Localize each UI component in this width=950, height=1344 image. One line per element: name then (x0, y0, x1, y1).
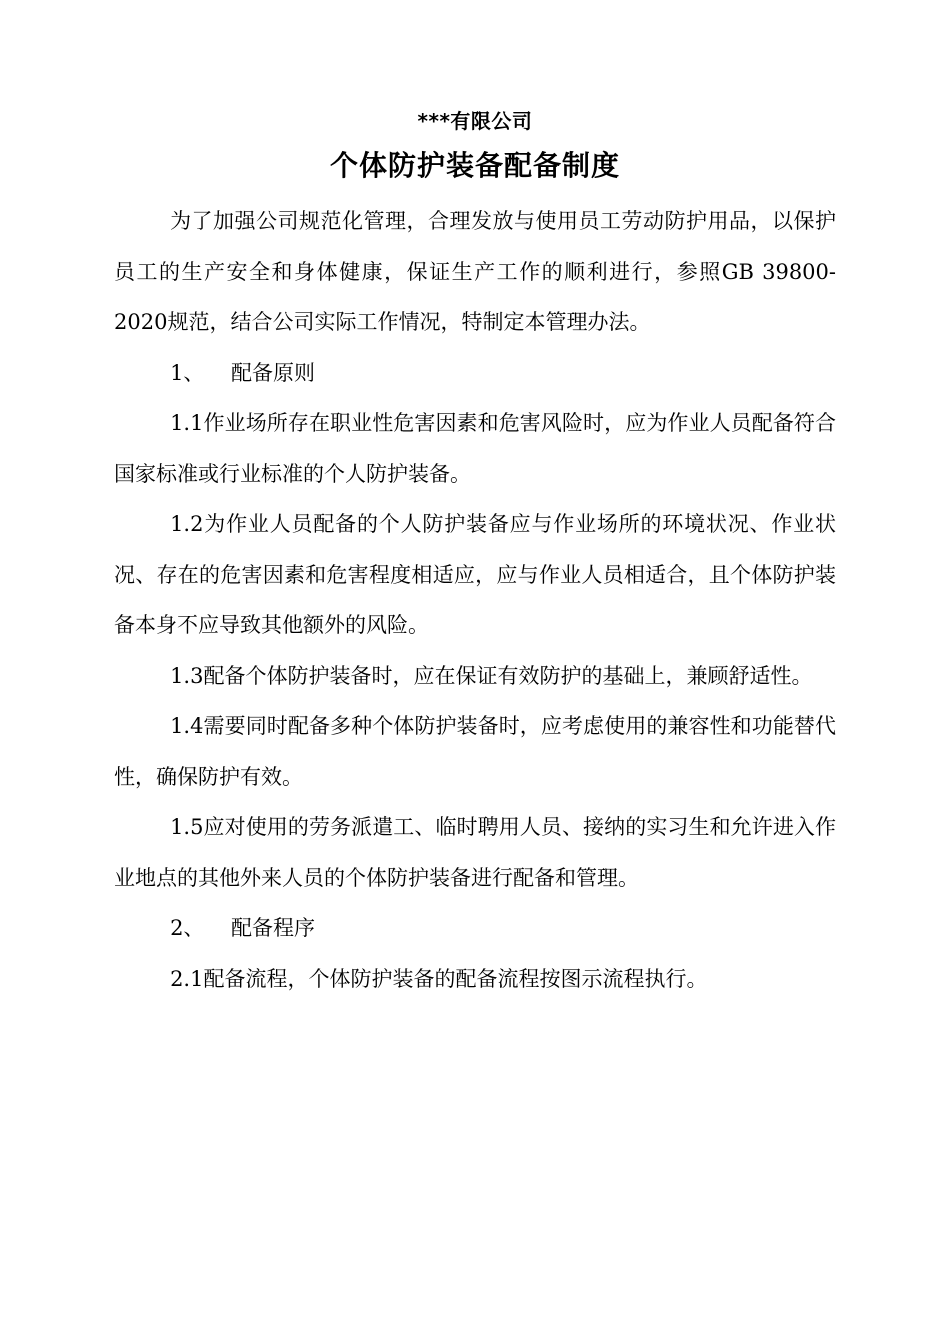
section-heading-2 (114, 903, 836, 954)
clause-1-3: 1.3配备个体防护装备时，应在保证有效防护的基础上，兼顾舒适性。 (170, 663, 813, 688)
intro-paragraph: 为了加强公司规范化管理，合理发放与使用员工劳动防护用品，以保护员工的生产安全和身体健康，保证生产工作的顺利进行，参照GB 39800-2020规范，结合公司实际工作情况，特制定本管理办法。 (114, 209, 836, 334)
section-number: 1、 (170, 360, 205, 385)
section-heading-text: 配备程序 (230, 916, 315, 940)
clause-1-4: 1.4需要同时配备多种个体防护装备时，应考虑使用的兼容性和功能替代性，确保防护有效。 (114, 714, 836, 789)
section-heading-text: 配备原则 (230, 360, 315, 385)
clause-1-2: 1.2为作业人员配备的个人防护装备应与作业场所的环境状况、作业状况、存在的危害因素和危害程度相适应，应与作业人员相适合，且个体防护装备本身不应导致其他额外的风险。 (114, 512, 836, 637)
company-name: ***有限公司 (417, 109, 533, 133)
document-body (114, 196, 836, 1004)
document-title: 个体防护装备配备制度 (329, 149, 620, 182)
section-number: 2、 (170, 916, 205, 940)
clause-1-1: 1.1作业场所存在职业性危害因素和危害风险时，应为作业人员配备符合国家标准或行业标准的个人防护装备。 (114, 411, 836, 486)
section-heading-1 (114, 348, 836, 399)
clause-2-1: 2.1配备流程，个体防护装备的配备流程按图示流程执行。 (170, 966, 708, 991)
clause-1-5: 1.5应对使用的劳务派遣工、临时聘用人员、接纳的实习生和允许进入作业地点的其他外来人员的个体防护装备进行配备和管理。 (114, 815, 836, 890)
